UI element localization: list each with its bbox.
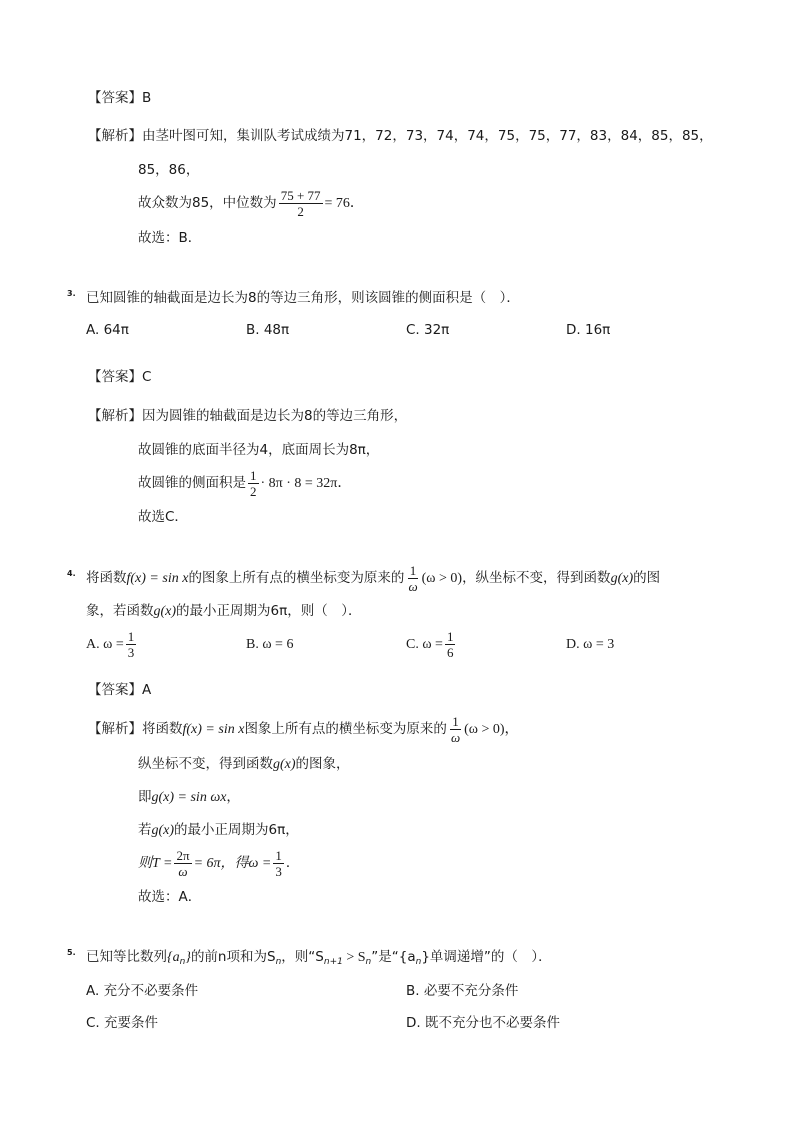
option-c: C. ω = $\frac{1}{6}$ (406, 628, 454, 660)
option-a: A. ω = $\frac{1}{3}$ (86, 628, 135, 660)
answer-value: B (142, 90, 152, 106)
answer-row (88, 367, 151, 387)
analysis-label: 【解析】 (88, 408, 142, 424)
fraction: $\frac{1}{3}$ (275, 847, 282, 879)
question-stem: 已知圆锥的轴截面是边长为8的等边三角形，则该圆锥的侧面积是（ ）． (86, 290, 520, 306)
analysis-line: 纵坐标不变，得到函数g(x)的图象， (138, 756, 350, 772)
option-b: B. ω = 6 (246, 637, 294, 652)
option-d: D. 既不充分也不必要条件 (406, 1015, 560, 1031)
question-number: 3. (67, 289, 76, 298)
answer-label: 【答案】 (88, 682, 142, 698)
analysis-line: 故圆锥的侧面积是 $\frac{1}{2}$ · 8π · 8 = 32π． (138, 467, 352, 499)
analysis-text: 因为圆锥的轴截面是边长为8的等边三角形， (142, 408, 408, 424)
question-stem: 将函数f(x) = sin x的图象上所有点的横坐标变为原来的 $\frac{1}{\omega}$ (ω > 0)，纵坐标不变，得到函数g(x)的图 (86, 562, 661, 594)
option-c: C. 充要条件 (86, 1015, 159, 1031)
option-a: A. 充分不必要条件 (86, 983, 199, 999)
question-number: 4. (67, 569, 76, 578)
fraction: $\frac{75 + 77}{2}$ (280, 187, 321, 219)
fraction: $\frac{2\pi}{\omega}$ (176, 847, 190, 879)
analysis-label: 【解析】 (88, 128, 142, 144)
question-stem: 象，若函数g(x)的最小正周期为6π，则（ ）． (86, 603, 362, 619)
analysis-label: 【解析】 (88, 721, 142, 737)
option-b: B. 48π (246, 322, 290, 338)
analysis-line: 则T = $\frac{2\pi}{\omega}$ = 6π，得ω = $\frac{1}{3}$ ． (138, 847, 300, 879)
analysis-line: 即g(x) = sin ωx， (138, 789, 240, 805)
option-b: B. 必要不充分条件 (406, 983, 519, 999)
analysis-line: 故选：B． (138, 230, 202, 246)
fraction: $\frac{1}{6}$ (446, 628, 454, 660)
analysis-line: 若g(x)的最小正周期为6π， (138, 822, 299, 838)
analysis-text: 由茎叶图可知，集训队考试成绩为71，72，73，74，74，75，75，77，83，84，85，85， (142, 128, 713, 144)
question-number: 5. (67, 948, 76, 957)
option-a: A. 64π (86, 322, 129, 338)
option-c: C. 32π (406, 322, 450, 338)
answer-label: 【答案】 (88, 369, 142, 385)
answer-label: 【答案】 (88, 90, 142, 106)
analysis-row (88, 406, 407, 426)
answer-row (88, 88, 151, 108)
analysis-line: 85，86， (138, 162, 200, 178)
fraction: $\frac{1}{3}$ (127, 628, 135, 660)
analysis-line: 故众数为85，中位数为 $\frac{75 + 77}{2}$ = 76． (138, 187, 364, 219)
analysis-line: 故选：A． (138, 889, 202, 905)
option-d: D. 16π (566, 322, 611, 338)
analysis-line: 故选C． (138, 509, 188, 525)
analysis-row (88, 126, 713, 146)
analysis-line: 故圆锥的底面半径为4，底面周长为8π， (138, 442, 380, 458)
fraction: $\frac{1}{\omega}$ (408, 562, 418, 594)
option-d: D. ω = 3 (566, 637, 615, 652)
answer-value: C (142, 369, 152, 385)
analysis-row: 【解析】将函数f(x) = sin x图象上所有点的横坐标变为原来的 $\frac{1}{\omega}$ (ω > 0)， (88, 713, 519, 745)
answer-row (88, 680, 151, 700)
question-stem: 已知等比数列$\{a_n\}$的前n项和为$S_n$，则“$S_{n+1} > S_n$”是“$\{a_n\}$单调递增”的（ ）． (86, 949, 552, 967)
fraction: $\frac{1}{2}$ (250, 467, 257, 499)
fraction: $\frac{1}{\omega}$ (450, 713, 461, 745)
answer-value: A (142, 682, 152, 698)
